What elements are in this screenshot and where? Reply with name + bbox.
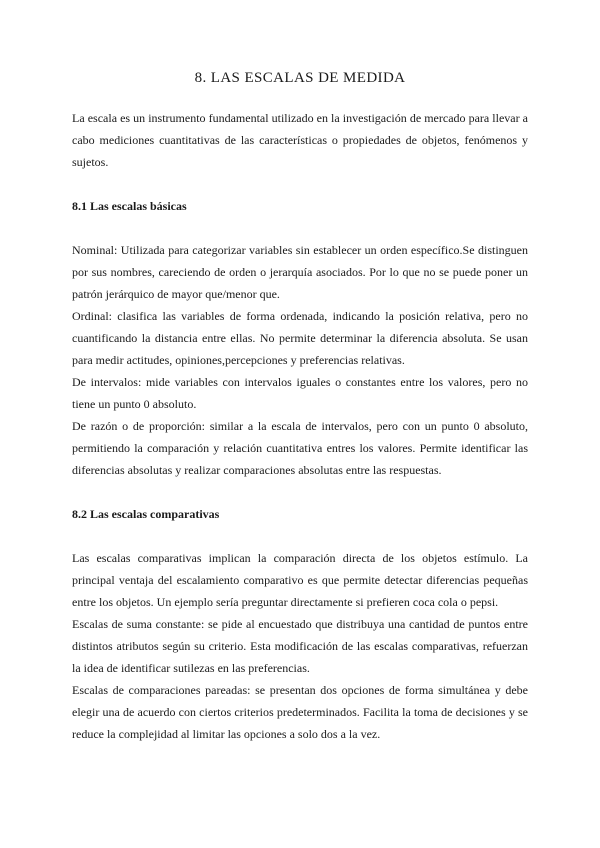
paragraph-interval: De intervalos: mide variables con intervalos iguales o constantes entre los valores, pero no tiene un punto 0 absoluto. [72, 375, 528, 411]
intro-paragraph: La escala es un instrumento fundamental utilizado en la investigación de mercado para llevar a cabo mediciones cuantitativas de las características o propiedades de objetos, fenómenos y sujetos. [72, 111, 528, 169]
document-title: 8. LAS ESCALAS DE MEDIDA [194, 70, 406, 86]
section-heading: 8.1 Las escalas básicas [72, 199, 187, 213]
paragraph-constant-sum: Escalas de suma constante: se pide al encuestado que distribuya una cantidad de puntos entre distintos atributos según su criterio. Esta modificación de las escalas comparativas, refuerzan la idea de identificar sutilezas en las preferencias. [72, 617, 528, 675]
paragraph-nominal: Nominal: Utilizada para categorizar variables sin establecer un orden específico.Se distinguen por sus nombres, careciendo de orden o jerarquía asociados. Por lo que no se puede poner un patrón jerárquico de mayor que/menor que. [72, 243, 528, 301]
section-heading: 8.2 Las escalas comparativas [72, 507, 220, 521]
paragraph-ordinal: Ordinal: clasifica las variables de forma ordenada, indicando la posición relativa, pero no cuantificando la distancia entre ellas. No permite determinar la diferencia absoluta. Se usan para medir actitudes, opiniones,percepciones y preferencias relativas. [72, 309, 528, 367]
paragraph-paired-comparison: Escalas de comparaciones pareadas: se presentan dos opciones de forma simultánea y debe elegir una de acuerdo con ciertos criterios predeterminados. Facilita la toma de decisiones y se reduce la complejidad al limitar las opciones a solo dos a la vez. [72, 683, 528, 741]
paragraph-ratio: De razón o de proporción: similar a la escala de intervalos, pero con un punto 0 absoluto, permitiendo la comparación y relación cuantitativa entres los valores. Permite identificar las diferencias absolutas y realizar comparaciones absolutas entre las respuestas. [72, 419, 528, 477]
section-comparative-scales [72, 503, 528, 745]
paragraph-comparative: Las escalas comparativas implican la comparación directa de los objetos estímulo. La principal ventaja del escalamiento comparativo es que permite detectar diferencias pequeñas entre los objetos. Un ejemplo sería preguntar directamente si prefieren coca cola o pepsi. [72, 551, 528, 609]
document-page [72, 70, 528, 767]
section-basic-scales [72, 195, 528, 481]
